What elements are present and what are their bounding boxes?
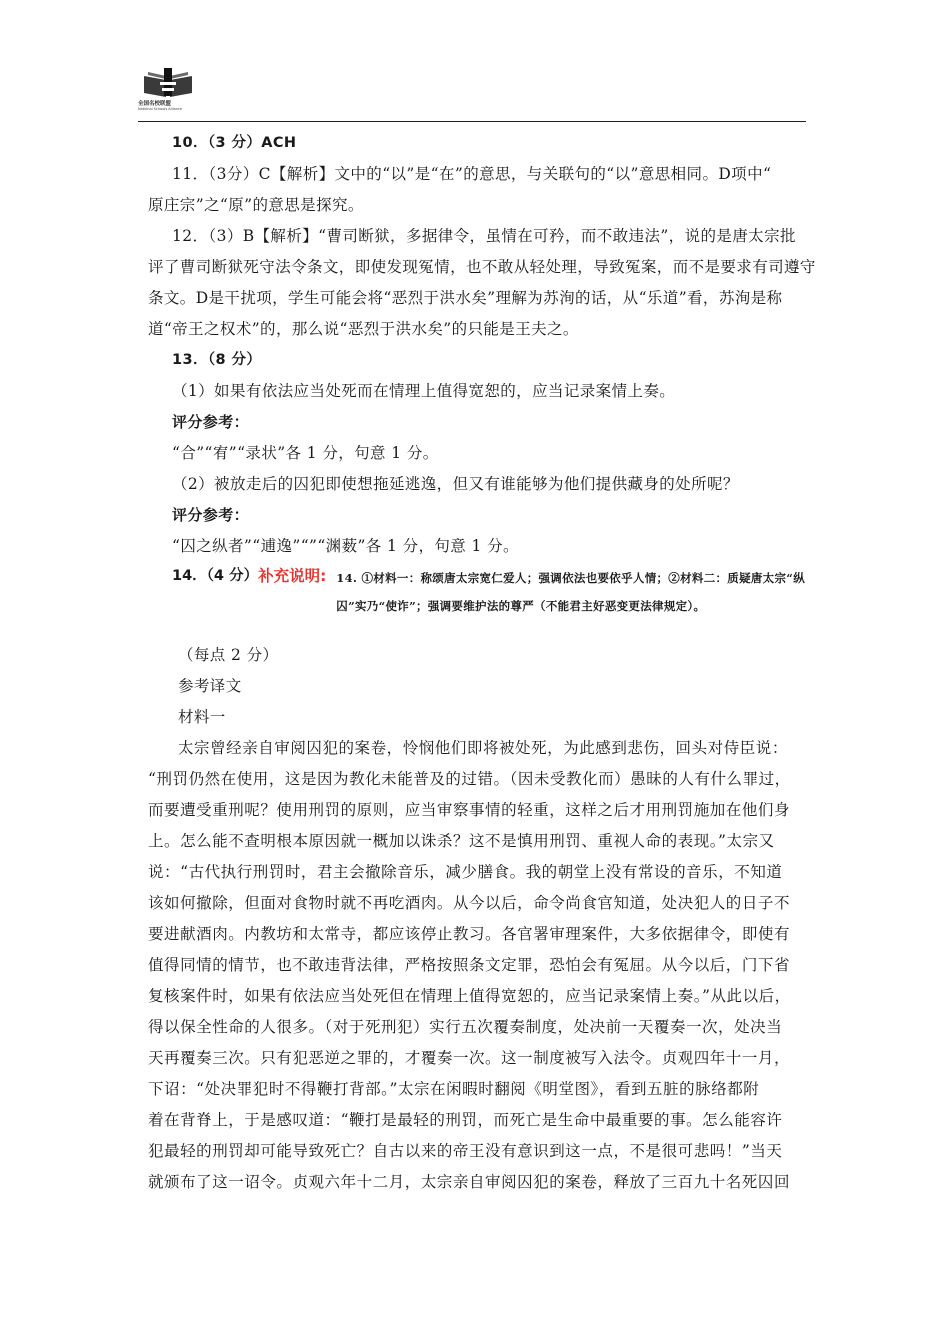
translation-line: 太宗曾经亲自审阅囚犯的案卷，怜悯他们即将被处死，为此感到悲伤，回头对侍臣说： xyxy=(178,739,788,757)
answer-q13-part1-score: “合”“宥”“录状”各 1 分，句意 1 分。 xyxy=(172,444,439,462)
translation-line: 该如何撤除，但面对食物时就不再吃酒肉。从今以后，命令尚食官知道，处决犯人的日子不 xyxy=(148,894,791,912)
translation-section: 材料一 xyxy=(178,708,226,726)
answer-q12-line1: 12．（3）B【解析】“曹司断狱，多据律令，虽情在可矜，而不敢违法”，说的是唐太宗批 xyxy=(172,227,796,245)
supplement-label: 补充说明: xyxy=(258,567,327,585)
answer-q12-line3: 条文。D是干扰项，学生可能会将“恶烈于洪水矣”理解为苏洵的话，从“乐道”看，苏洵是称 xyxy=(148,289,783,307)
translation-line: 说：“古代执行刑罚时，君主会撤除音乐，减少膳食。我的朝堂上没有常设的音乐，不知道 xyxy=(148,863,783,881)
translation-line: 要进献酒肉。内教坊和太常寺，都应该停止教习。各官署审理案件，大多依据律令，即使有 xyxy=(148,925,791,943)
logo-text: 全国名校联盟 xyxy=(138,101,172,107)
answer-q13: 13．（8 分） xyxy=(172,352,262,368)
header-divider xyxy=(138,121,806,122)
score-reference-heading-2: 评分参考： xyxy=(172,506,250,524)
translation-line: 值得同情的情节，也不敢违背法律，严格按照条文定罪，恐怕会有冤屈。从今以后，门下省 xyxy=(148,956,791,974)
translation-line: 而要遭受重刑呢？使用刑罚的原则，应当审察事情的轻重，这样之后才用刑罚施加在他们身 xyxy=(148,801,791,819)
book-logo-icon xyxy=(142,66,194,98)
answer-q14-label: 14．（4 分） xyxy=(172,568,259,584)
translation-line: 犯最轻的刑罚却可能导致死亡？自古以来的帝王没有意识到这一点，不是很可悲吗！”当天 xyxy=(148,1142,783,1160)
answer-q13-part1: （1）如果有依法应当处死而在情理上值得宽恕的，应当记录案情上奏。 xyxy=(172,382,676,400)
translation-paragraph xyxy=(148,733,808,1198)
translation-line: 上。怎么能不查明根本原因就一概加以诛杀？这不是慎用刑罚、重视人命的表现。”太宗又 xyxy=(148,832,775,850)
translation-line: 得以保全性命的人很多。（对于死刑犯）实行五次覆奏制度，处决前一天覆奏一次，处决当 xyxy=(148,1018,783,1036)
answer-content xyxy=(148,128,816,1198)
answer-q11-line1: 11．（3分）C【解析】文中的“以”是“在”的意思，与关联句的“以”意思相同。D项中“ xyxy=(172,165,772,183)
answer-q14 xyxy=(148,564,808,620)
logo-subtext: National Schools Alliance xyxy=(138,107,183,111)
score-reference-heading-1: 评分参考： xyxy=(172,413,250,431)
header-logo xyxy=(138,66,200,111)
answer-q13-part2: （2）被放走后的囚犯即使想拖延逃逸，但又有谁能够为他们提供藏身的处所呢？ xyxy=(172,475,739,493)
translation-title: 参考译文 xyxy=(178,677,242,695)
answer-q11-line2: 原庄宗”之“原”的意思是探究。 xyxy=(148,196,364,214)
supplement-note: 14. ①材料一：称颂唐太宗宽仁爱人；强调依法也要依乎人情；②材料二：质疑唐太宗“纵囚”实乃“使诈”；强调要维护法的尊严（不能君主好恶变更法律规定）。 xyxy=(336,571,806,613)
answer-q12-line2: 评了曹司断狱死守法令条文，即使发现冤情，也不敢从轻处理，导致冤案，而不是要求有司遵守 xyxy=(148,258,816,276)
translation-line: 复核案件时，如果有依法应当处死但在情理上值得宽恕的，应当记录案情上奏。”从此以后， xyxy=(148,987,791,1005)
translation-line: 下诏：“处决罪犯时不得鞭打背部。”太宗在闲暇时翻阅《明堂图》，看到五脏的脉络都附 xyxy=(148,1080,760,1098)
points-note: （每点 2 分） xyxy=(178,646,279,664)
answer-q10: 10．（3 分）ACH xyxy=(172,135,297,151)
translation-line: 天再覆奏三次。只有犯恶逆之罪的，才覆奏一次。这一制度被写入法令。贞观四年十一月， xyxy=(148,1049,791,1067)
answer-q12-line4: 道“帝王之权术”的，那么说“恶烈于洪水矣”的只能是王夫之。 xyxy=(148,320,579,338)
translation-line: 着在背脊上，于是感叹道：“鞭打是最轻的刑罚，而死亡是生命中最重要的事。怎么能容许 xyxy=(148,1111,783,1129)
answer-q13-part2-score: “囚之纵者”“逋逸”“”“渊薮”各 1 分，句意 1 分。 xyxy=(172,537,519,555)
translation-line: 就颁布了这一诏令。贞观六年十二月，太宗亲自审阅囚犯的案卷，释放了三百九十名死囚回 xyxy=(148,1173,791,1191)
translation-line: “刑罚仍然在使用，这是因为教化未能普及的过错。（因未受教化而）愚昧的人有什么罪过， xyxy=(148,770,791,788)
